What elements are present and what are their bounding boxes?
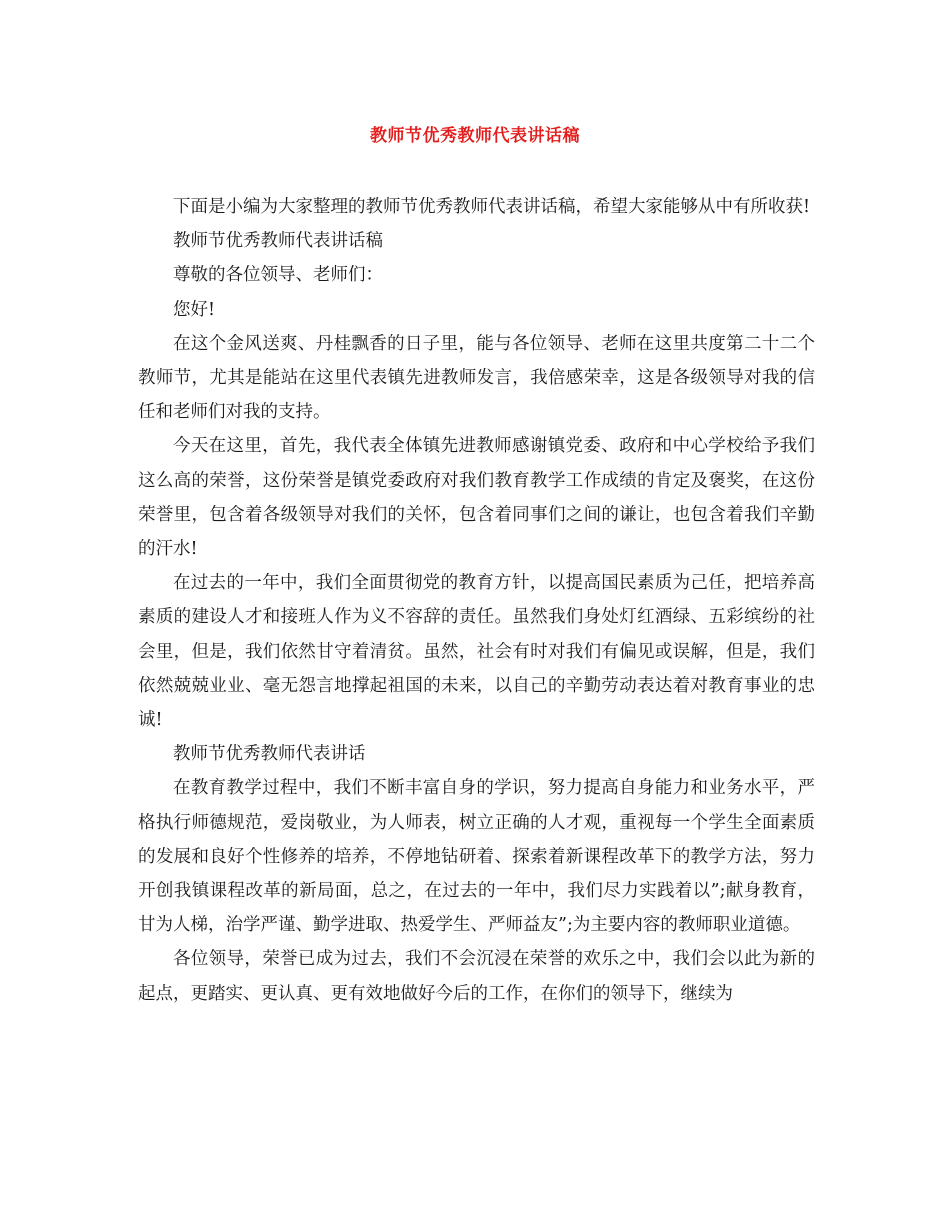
- paragraph-salutation: 尊敬的各位领导、老师们：: [173, 265, 383, 286]
- paragraph-body-2: 今天在这里，首先，我代表全体镇先进教师感谢镇党委、政府和中心学校给予我们这么高的荣誉，这份荣誉是镇党委政府对我们教育教学工作成绩的肯定及褒奖，在这份荣誉里，包含着各级领导对我们的关怀，包含着同事们之间的谦让，也包含着我们辛勤的汗水!: [138, 436, 815, 560]
- paragraph-body-3: 在过去的一年中，我们全面贯彻党的教育方针，以提高国民素质为己任，把培养高素质的建设人才和接班人作为义不容辞的责任。虽然我们身处灯红酒绿、五彩缤纷的社会里，但是，我们依然甘守着清贫。虽然，社会有时对我们有偏见或误解，但是，我们依然兢兢业业、毫无怨言地撑起祖国的未来，以自己的辛勤劳动表达着对教育事业的忠诚!: [138, 573, 815, 731]
- paragraph-body-1: 在这个金风送爽、丹桂飘香的日子里，能与各位领导、老师在这里共度第二十二个教师节，尤其是能站在这里代表镇先进教师发言，我倍感荣幸，这是各级领导对我的信任和老师们对我的支持。: [138, 333, 815, 423]
- document-title: 教师节优秀教师代表讲话稿: [370, 126, 580, 146]
- paragraph-body-5: 各位领导，荣誉已成为过去，我们不会沉浸在荣誉的欢乐之中，我们会以此为新的起点，更踏实、更认真、更有效地做好今后的工作，在你们的领导下，继续为: [138, 949, 815, 1004]
- document-body: [138, 190, 815, 1011]
- paragraph-section-heading: 教师节优秀教师代表讲话: [173, 744, 366, 765]
- paragraph-intro: 下面是小编为大家整理的教师节优秀教师代表讲话稿，希望大家能够从中有所收获!: [173, 197, 811, 217]
- paragraph-body-4: 在教育教学过程中，我们不断丰富自身的学识，努力提高自身能力和业务水平，严格执行师德规范，爱岗敬业，为人师表，树立正确的人才观，重视每一个学生全面素质的发展和良好个性修养的培养，不停地钻研着、探索着新课程改革下的教学方法，努力开创我镇课程改革的新局面，总之，在过去的一年中，我们尽力实践着以”;献身教育，甘为人梯，治学严谨、勤学进取、热爱学生、严师益友”;为主要内容的教师职业道德。: [138, 778, 815, 936]
- paragraph-subtitle: 教师节优秀教师代表讲话稿: [173, 231, 383, 252]
- paragraph-greeting: 您好!: [173, 299, 216, 320]
